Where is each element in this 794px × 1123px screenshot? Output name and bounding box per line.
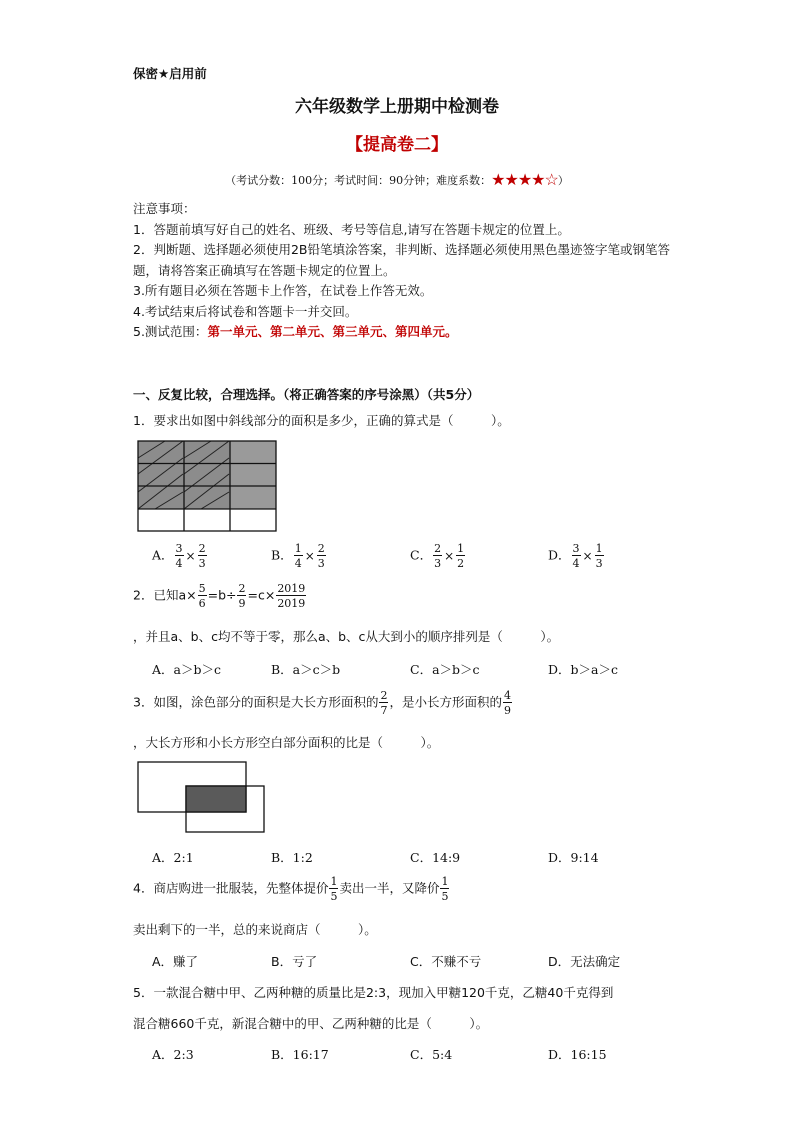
q2-option-d[interactable]: D．b＞a＞c: [548, 662, 618, 677]
q5-option-c[interactable]: C．5:4: [410, 1047, 453, 1062]
q3-option-d[interactable]: D．9:14: [548, 850, 599, 865]
q1-shaded-region: [230, 441, 276, 509]
q4-option-d[interactable]: D．无法确定: [548, 954, 621, 969]
notes-block: [133, 199, 673, 343]
q2-option-a[interactable]: A．a＞b＞c: [152, 662, 221, 677]
q4-option-a[interactable]: A．赚了: [152, 954, 199, 969]
page-title: 六年级数学上册期中检测卷: [295, 97, 499, 117]
question-2-text: ，并且a、b、c均不等于零，那么a、b、c从大到小的顺序排列是（ ）。: [133, 629, 560, 644]
star-full-icons: ★★★★: [491, 170, 545, 189]
notes-heading: 注意事项：: [133, 201, 196, 216]
question-4-text: 卖出剩下的一半，总的来说商店（ ）。: [133, 922, 377, 937]
q5-option-a[interactable]: A．2:3: [152, 1047, 194, 1062]
notes-item: 1．答题前填写好自己的姓名、班级、考号等信息,请写在答题卡规定的位置上。: [133, 221, 570, 237]
overlap-shaded-region: [186, 786, 246, 812]
question-1-text: 1．要求出如图中斜线部分的面积是多少，正确的算式是（ ）。: [133, 413, 510, 428]
notes-item: 3.所有题目必须在答题卡上作答，在试卷上作答无效。: [133, 283, 433, 298]
notes-item: 4.考试结束后将试卷和答题卡一并交回。: [133, 303, 358, 319]
question-2-formula: 2．已知a× $\frac{5}{6}$ =b÷ $\frac{2}{9}$ =c× $\frac{2019}{2019}$: [133, 582, 306, 610]
star-empty-icon: ☆: [544, 170, 558, 189]
q2-option-b[interactable]: B．a＞c＞b: [271, 662, 341, 677]
q1-grid-figure: [137, 440, 277, 532]
section-heading: 一、反复比较，合理选择。（将正确答案的序号涂黑）（共5分）: [133, 387, 480, 402]
notes-item: 2．判断题、选择题必须使用2B铅笔填涂答案，非判断、选择题必须使用黑色墨迹签字笔或钢笔答题，请将答案正确填写在答题卡规定的位置上。: [133, 242, 670, 278]
exam-info-prefix: （考试分数：100分；考试时间：90分钟；难度系数：: [225, 174, 492, 187]
scope-value: 第一单元、第二单元、第三单元、第四单元。: [207, 324, 458, 339]
q5-option-b[interactable]: B．16:17: [271, 1047, 329, 1062]
q3-rectangles-figure: [137, 760, 267, 835]
exam-info: [0, 170, 794, 189]
q4-option-c[interactable]: C．不赚不亏: [410, 954, 482, 969]
question-5-line1: 5．一款混合糖中甲、乙两种糖的质量比是2:3，现加入甲糖120千克，乙糖40千克得到: [133, 985, 614, 1000]
q1-option-d[interactable]: D． $\frac{3}{4}$ × $\frac{1}{3}$: [548, 542, 603, 570]
notes-item-scope: [133, 322, 673, 343]
exam-info-suffix: ）: [557, 174, 569, 187]
confidential-label: 保密★启用前: [133, 66, 207, 81]
question-4-formula: 4．商店购进一批服装，先整体提价 $\frac{1}{5}$ 卖出一半，又降价 $\frac{1}{5}$: [133, 875, 449, 903]
q2-option-c[interactable]: C．a＞b＞c: [410, 662, 480, 677]
q5-option-d[interactable]: D．16:15: [548, 1047, 607, 1062]
q1-option-b[interactable]: B． $\frac{1}{4}$ × $\frac{2}{3}$: [271, 542, 325, 570]
question-3-formula: 3．如图，涂色部分的面积是大长方形面积的 $\frac{2}{7}$ ，是小长方形面积的 $\frac{4}{9}$: [133, 689, 511, 717]
paper-subtitle: 【提高卷二】: [346, 135, 448, 155]
question-5-line2: 混合糖660千克，新混合糖中的甲、乙两种糖的比是（ ）。: [133, 1016, 489, 1031]
q3-option-c[interactable]: C．14:9: [410, 850, 461, 865]
difficulty-stars: [491, 170, 558, 189]
q1-option-a[interactable]: A． $\frac{3}{4}$ × $\frac{2}{3}$: [152, 542, 206, 570]
question-3-text: ，大长方形和小长方形空白部分面积的比是（ ）。: [133, 735, 440, 750]
q3-option-a[interactable]: A．2:1: [152, 850, 194, 865]
q4-option-b[interactable]: B．亏了: [271, 954, 318, 969]
scope-label: 5.测试范围：: [133, 324, 208, 339]
q1-option-c[interactable]: C． $\frac{2}{3}$ × $\frac{1}{2}$: [410, 542, 465, 570]
q3-option-b[interactable]: B．1:2: [271, 850, 313, 865]
